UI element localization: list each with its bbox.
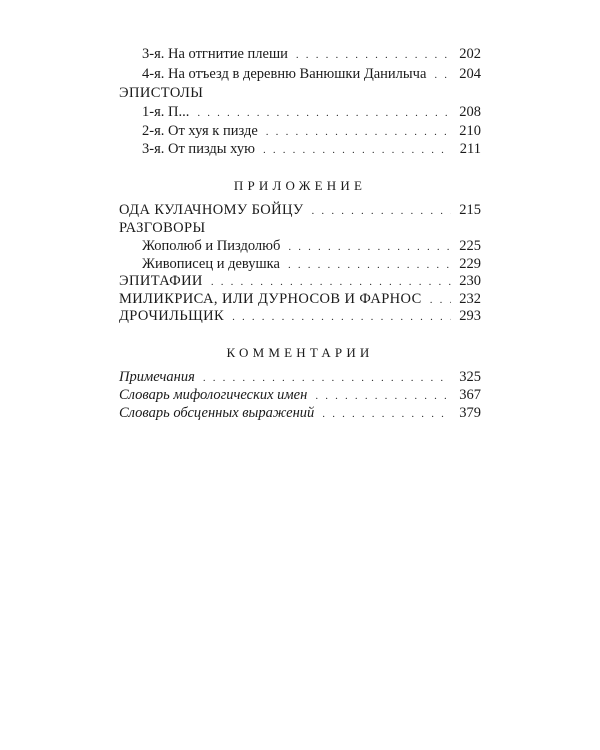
toc-entry — [142, 140, 481, 159]
toc-entry-page: 210 — [459, 123, 481, 139]
toc-entry-page: 230 — [459, 273, 481, 289]
dot-leader — [322, 405, 451, 423]
toc-entry — [119, 201, 481, 220]
toc-entry-page: 293 — [459, 308, 481, 324]
dot-leader — [263, 141, 451, 159]
toc-entry-title: ОДА КУЛАЧНОМУ БОЙЦУ — [119, 202, 304, 218]
toc-entry-title: 4-я. На отъезд в деревню Ванюшки Данилыча — [142, 66, 427, 82]
toc-entry-title: 3-я. На отгнитие плеши — [142, 46, 288, 62]
toc-entry-page: 202 — [459, 46, 481, 62]
toc-entry-page: 225 — [459, 238, 481, 254]
toc-entry-page: 204 — [459, 66, 481, 82]
toc-entry-page: 211 — [459, 141, 481, 157]
toc-entry-title: Живописец и девушка — [142, 256, 280, 272]
toc-entry — [119, 272, 481, 291]
toc-entry — [119, 307, 481, 326]
toc-entry — [142, 237, 481, 256]
section-title-appendix: ПРИЛОЖЕНИЕ — [233, 178, 367, 193]
toc-entry-page: 379 — [459, 405, 481, 421]
toc-entry-page: 229 — [459, 256, 481, 272]
toc-entry — [142, 65, 481, 84]
dot-leader — [315, 387, 451, 405]
toc-entry — [142, 103, 481, 122]
toc-entry — [119, 386, 481, 405]
toc-entry-page: 215 — [459, 202, 481, 218]
dot-leader — [288, 238, 451, 256]
toc-group-heading-razgovory: РАЗГОВОРЫ — [119, 220, 206, 236]
toc-group-heading-epistoly: ЭПИСТОЛЫ — [119, 85, 204, 101]
dot-leader — [203, 369, 451, 387]
toc-entry-title: Словарь мифологических имен — [119, 387, 308, 403]
toc-entry — [119, 404, 481, 423]
dot-leader — [266, 123, 451, 141]
dot-leader — [232, 308, 451, 326]
toc-entry-title: Словарь обсценных выражений — [119, 405, 315, 421]
dot-leader — [434, 66, 451, 84]
dot-leader — [211, 273, 451, 291]
toc-entry-page: 232 — [459, 291, 481, 307]
toc-entry-title: МИЛИКРИСА, ИЛИ ДУРНОСОВ И ФАРНОС — [119, 291, 422, 307]
dot-leader — [312, 202, 451, 220]
toc-entry-page: 208 — [459, 104, 481, 120]
toc-entry-title: 1-я. П... — [142, 104, 190, 120]
dot-leader — [296, 46, 451, 64]
toc-entry-page: 325 — [459, 369, 481, 385]
toc-entry-title: Жополюб и Пиздолюб — [142, 238, 281, 254]
toc-entry-title: 3-я. От пизды хую — [142, 141, 255, 157]
toc-entry-title: 2-я. От хуя к пизде — [142, 123, 258, 139]
toc-entry — [119, 368, 481, 387]
toc-entry-title: Примечания — [119, 369, 195, 385]
dot-leader — [197, 104, 451, 122]
toc-entry — [142, 45, 481, 64]
toc-entry-page: 367 — [459, 387, 481, 403]
toc-entry-title: ЭПИТАФИИ — [119, 273, 203, 289]
toc-entry — [142, 122, 481, 141]
toc-entry-title: ДРОЧИЛЬЩИК — [119, 308, 225, 324]
section-title-comments: КОММЕНТАРИИ — [226, 345, 374, 360]
